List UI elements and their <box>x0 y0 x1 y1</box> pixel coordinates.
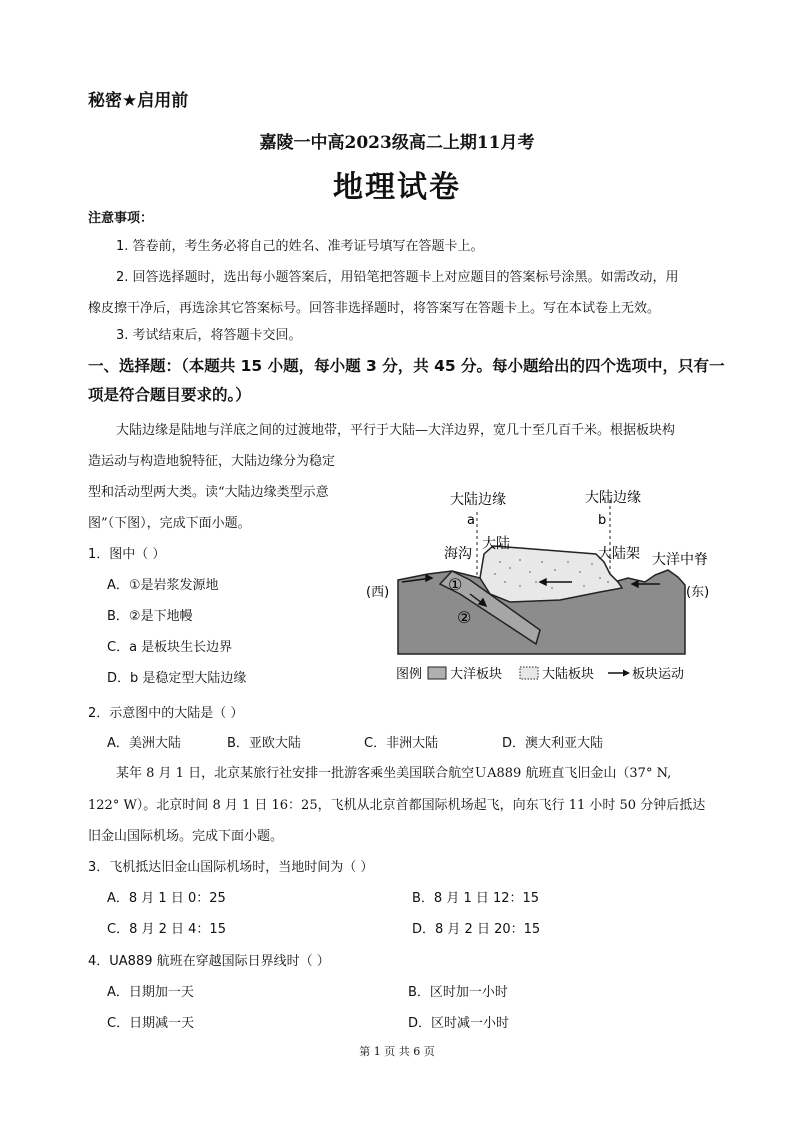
continental-margin-diagram <box>360 482 710 687</box>
passage1-line4: 图”（下图），完成下面小题。 <box>88 516 251 531</box>
label-circle-1: ① <box>448 575 463 594</box>
label-continent: 大陆 <box>482 536 510 552</box>
question-2-option-d: D．澳大利亚大陆 <box>502 736 604 751</box>
legend-arrow-icon <box>608 670 630 677</box>
confidential-mark: 秘密★启用前 <box>88 91 189 111</box>
label-b: b <box>598 513 607 528</box>
section-heading: 一、选择题：（本题共 15 小题，每小题 3 分，共 45 分。每小题给出的四个选项中，只有一 <box>88 357 725 375</box>
label-east: (东) <box>686 585 710 600</box>
question-2-option-a: A．美洲大陆 <box>107 736 181 751</box>
passage1-line2: 造运动与构造地貌特征，大陆边缘分为稳定 <box>88 454 336 469</box>
legend-continent-label: 大陆板块 <box>542 667 595 682</box>
question-1-stem: 1．图中（ ） <box>88 547 166 562</box>
question-1-option-d: D．b 是稳定型大陆边缘 <box>107 671 247 686</box>
label-margin-left: 大陆边缘 <box>450 492 506 508</box>
label-shelf: 大陆架 <box>598 546 640 562</box>
label-circle-2: ② <box>457 608 472 627</box>
question-3-option-d: D．8 月 2 日 20：15 <box>412 922 541 937</box>
passage1-line1: 大陆边缘是陆地与洋底之间的过渡地带，平行于大陆—大洋边界，宽几十至几百千米。根据板块构 <box>116 423 676 438</box>
question-1-option-b: B．②是下地幔 <box>107 609 193 624</box>
exam-subtitle: 嘉陵一中高2023级高二上期11月考 <box>259 133 535 153</box>
note-item-2: 2. 回答选择题时，选出每小题答案后，用铅笔把答题卡上对应题目的答案标号涂黑。如需改动，用 <box>116 270 679 285</box>
note-item-1: 1. 答卷前，考生务必将自己的姓名、准考证号填写在答题卡上。 <box>116 239 484 254</box>
question-4-option-d: D．区时减一小时 <box>408 1016 510 1031</box>
legend-title: 图例 <box>396 667 423 682</box>
question-2-option-c: C．非洲大陆 <box>364 736 439 751</box>
note-item-3: 3. 考试结束后，将答题卡交回。 <box>116 328 302 343</box>
question-4-stem: 4．UA889 航班在穿越国际日界线时（ ） <box>88 954 330 969</box>
label-margin-right: 大陆边缘 <box>585 490 641 506</box>
notes-heading: 注意事项： <box>88 211 154 226</box>
question-2-option-b: B．亚欧大陆 <box>227 736 301 751</box>
label-trench: 海沟 <box>444 546 472 562</box>
legend-motion-label: 板块运动 <box>632 667 685 682</box>
question-3-stem: 3．飞机抵达旧金山国际机场时，当地时间为（ ） <box>88 860 374 875</box>
passage2-line2: 122° W）。北京时间 8 月 1 日 16：25，飞机从北京首都国际机场起飞，向东飞行 11 小时 50 分钟后抵达 <box>88 798 706 813</box>
page-footer: 第 1 页 共 6 页 <box>359 1045 435 1058</box>
label-west: (西) <box>366 585 390 600</box>
question-4-option-a: A．日期加一天 <box>107 985 194 1000</box>
legend-continent-swatch <box>520 667 538 679</box>
passage2-line3: 旧金山国际机场。完成下面小题。 <box>88 829 284 844</box>
question-3-option-b: B．8 月 1 日 12：15 <box>412 891 540 906</box>
passage1-line3: 型和活动型两大类。读“大陆边缘类型示意 <box>88 485 329 500</box>
note-item-2-cont: 橡皮擦干净后，再选涂其它答案标号。回答非选择题时，将答案写在答题卡上。写在本试卷上无效。 <box>88 301 661 316</box>
label-ridge: 大洋中脊 <box>652 552 708 568</box>
legend-ocean-label: 大洋板块 <box>450 667 503 682</box>
label-a: a <box>467 513 475 528</box>
page-title: 地理试卷 <box>333 170 461 205</box>
question-3-option-c: C．8 月 2 日 4：15 <box>107 922 226 937</box>
question-4-option-b: B．区时加一小时 <box>408 985 508 1000</box>
legend-ocean-swatch <box>428 667 446 679</box>
passage2-line1: 某年 8 月 1 日，北京某旅行社安排一批游客乘坐美国联合航空ＵA889 航班直飞旧金山（37° N, <box>116 766 672 781</box>
question-2-stem: 2．示意图中的大陆是（ ） <box>88 706 244 721</box>
question-3-option-a: A．8 月 1 日 0：25 <box>107 891 226 906</box>
question-1-option-a: A．①是岩浆发源地 <box>107 578 219 593</box>
question-1-option-c: C．a 是板块生长边界 <box>107 640 233 655</box>
section-heading-cont: 项是符合题目要求的。） <box>88 386 251 404</box>
question-4-option-c: C．日期减一天 <box>107 1016 195 1031</box>
